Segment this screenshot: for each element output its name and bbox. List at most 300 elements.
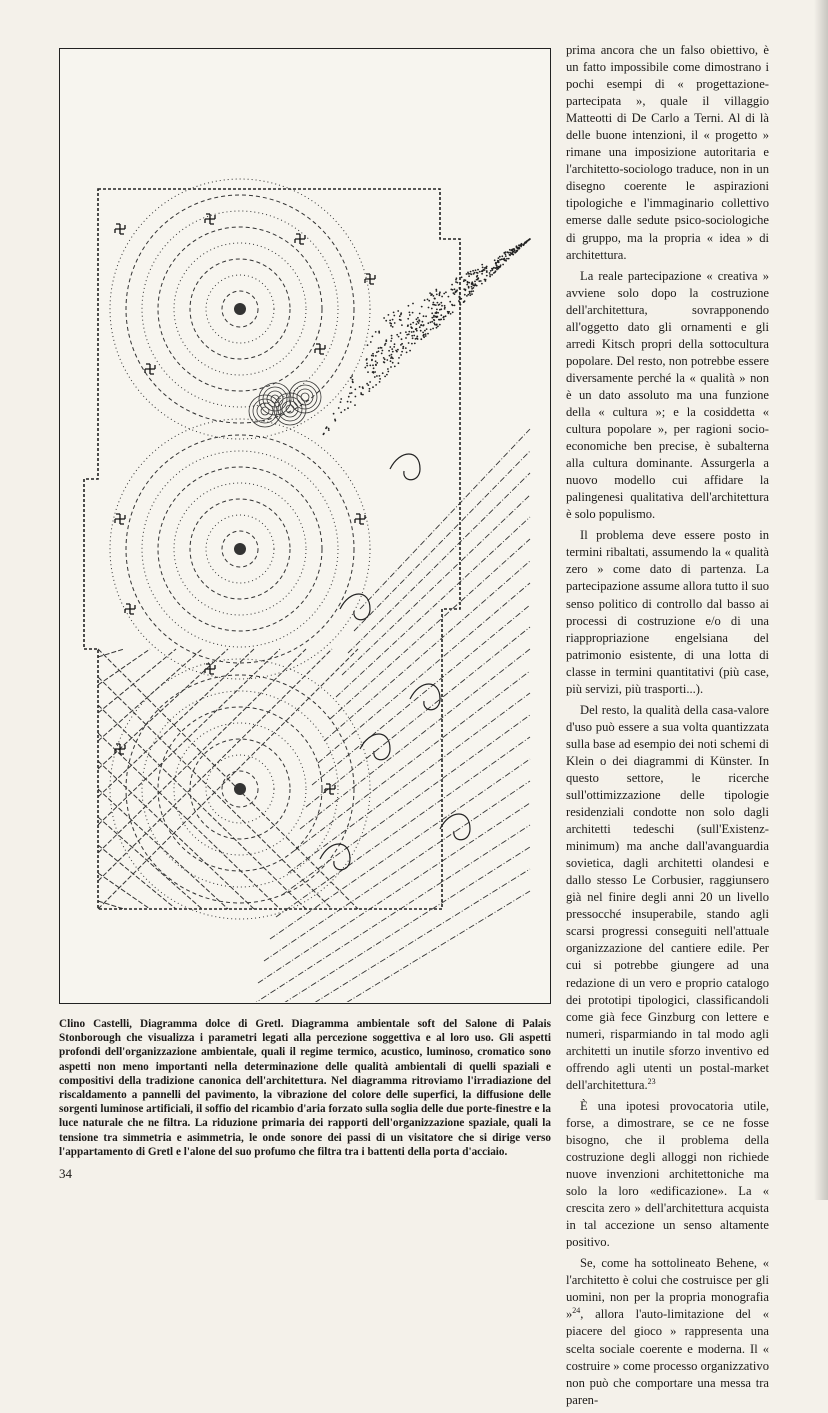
light-cone-dot	[375, 331, 377, 333]
light-cone-dot	[408, 342, 410, 344]
light-cone-dot	[371, 359, 373, 361]
light-cone-dot	[423, 334, 425, 336]
light-cone-dot	[444, 305, 446, 307]
light-cone-dot	[354, 389, 356, 391]
light-cone-dot	[393, 312, 395, 314]
light-cone-dot	[388, 350, 390, 352]
light-cone-dot	[402, 346, 404, 348]
light-cone-dot	[514, 252, 516, 254]
light-cone-dot	[474, 283, 476, 285]
light-cone-dot	[466, 295, 468, 297]
source-symbol	[115, 514, 125, 524]
light-cone-dot	[412, 337, 414, 339]
light-cone-dot	[376, 351, 378, 353]
light-cone-dot	[411, 335, 413, 337]
light-cone-dot	[362, 386, 364, 388]
light-cone-dot	[477, 278, 479, 280]
light-cone-dot	[368, 390, 370, 392]
airflow-streak	[282, 715, 530, 895]
light-cone-dot	[407, 318, 409, 320]
light-cone-dot	[351, 392, 353, 394]
light-cone-dot	[425, 315, 427, 317]
light-cone-dot	[372, 364, 374, 366]
light-cone-dot	[517, 248, 519, 250]
light-cone-dot	[423, 315, 425, 317]
light-cone-dot	[386, 359, 388, 361]
light-cone-dot	[349, 392, 351, 394]
radiation-center-0	[234, 303, 246, 315]
light-cone-dot	[428, 307, 430, 309]
light-cone-dot	[463, 280, 465, 282]
light-cone-dot	[472, 290, 474, 292]
light-cone-dot	[378, 332, 380, 334]
light-cone-dot	[375, 364, 377, 366]
lattice-line	[98, 649, 124, 657]
light-cone-dot	[406, 334, 408, 336]
light-cone-dot	[481, 283, 483, 285]
light-cone-dot	[401, 338, 403, 340]
airflow-streak	[264, 781, 530, 961]
light-cone-dot	[412, 312, 414, 314]
light-cone-dot	[410, 326, 412, 328]
light-cone-dot	[338, 407, 340, 409]
light-cone-dot	[477, 272, 479, 274]
paragraph-4	[566, 702, 769, 1094]
light-cone-dot	[350, 377, 352, 379]
light-cone-dot	[489, 274, 491, 276]
light-cone-dot	[400, 319, 402, 321]
light-cone-dot	[521, 243, 523, 245]
light-cone-dot	[394, 366, 396, 368]
light-cone-dot	[476, 276, 478, 278]
light-cone-dot	[431, 312, 433, 314]
light-cone-dot	[366, 365, 368, 367]
light-cone-dot	[391, 348, 393, 350]
airflow-streak	[276, 737, 530, 917]
light-cone-dot	[325, 427, 327, 429]
light-cone-dot	[351, 375, 353, 377]
light-cone-dot	[392, 319, 394, 321]
light-cone-dot	[445, 291, 447, 293]
light-cone-dot	[366, 383, 368, 385]
light-cone-dot	[516, 250, 518, 252]
light-cone-dot	[412, 322, 414, 324]
light-cone-dot	[439, 294, 441, 296]
light-cone-dot	[485, 280, 487, 282]
light-cone-dot	[491, 274, 493, 276]
light-cone-dot	[397, 310, 399, 312]
light-cone-dot	[433, 302, 435, 304]
light-cone-dot	[416, 318, 418, 320]
light-cone-dot	[383, 317, 385, 319]
paragraph-6-text-a: Se, come ha sottolineato Behene, « l'architetto è colui che costruisce per gli uomini, non per la propria monografia »	[566, 1256, 769, 1322]
flourish	[340, 594, 370, 620]
light-cone-dot	[422, 321, 424, 323]
light-cone-dot	[350, 386, 352, 388]
light-cone-dot	[439, 319, 441, 321]
light-cone-dot	[427, 333, 429, 335]
light-cone-dot	[451, 304, 453, 306]
light-cone-dot	[334, 420, 336, 422]
light-cone-dot	[413, 335, 415, 337]
light-cone-dot	[372, 355, 374, 357]
light-cone-dot	[449, 301, 451, 303]
light-cone-dot	[455, 281, 457, 283]
light-cone-dot	[425, 335, 427, 337]
light-cone-dot	[328, 428, 330, 430]
light-cone-dot	[375, 384, 377, 386]
lattice-line	[98, 901, 124, 909]
light-cone-dot	[350, 401, 352, 403]
light-cone-dot	[378, 351, 380, 353]
light-cone-dot	[398, 362, 400, 364]
light-cone-dot	[399, 315, 401, 317]
light-cone-dot	[454, 288, 456, 290]
light-cone-dot	[411, 343, 413, 345]
lattice-line	[98, 817, 202, 909]
light-cone-dot	[409, 350, 411, 352]
light-cone-dot	[410, 324, 412, 326]
light-cone-dot	[333, 413, 335, 415]
light-cone-dot	[390, 325, 392, 327]
paragraph-5: È una ipotesi provocatoria utile, forse, a dimostrare, se ce ne fosse bisogno, che il problema della costruzione degli alloggi non richiede nuove invenzioni architettoniche ma solo la loro «edificazione». La « crescita zero » dell'architettura acquista in tal accezione un senso altamente positivo.	[566, 1098, 769, 1250]
light-cone-dot	[372, 336, 374, 338]
light-cone-dot	[471, 288, 473, 290]
airflow-streak	[288, 693, 530, 873]
light-cone-dot	[390, 357, 392, 359]
light-cone-dot	[435, 312, 437, 314]
light-cone-dot	[452, 311, 454, 313]
light-cone-dot	[382, 372, 384, 374]
light-cone-dot	[390, 340, 392, 342]
light-cone-dot	[476, 285, 478, 287]
light-cone-dot	[366, 363, 368, 365]
light-cone-dot	[371, 355, 373, 357]
light-cone-dot	[469, 292, 471, 294]
airflow-streak	[300, 649, 530, 829]
light-cone-dot	[414, 343, 416, 345]
swirl-ring	[301, 393, 309, 401]
light-cone-dot	[454, 305, 456, 307]
light-cone-dot	[459, 287, 461, 289]
light-cone-dot	[505, 255, 507, 257]
light-cone-dot	[444, 308, 446, 310]
light-cone-dot	[425, 333, 427, 335]
light-cone-dot	[378, 347, 380, 349]
light-cone-dot	[505, 253, 507, 255]
light-cone-dot	[382, 350, 384, 352]
light-cone-dot	[430, 329, 432, 331]
light-cone-dot	[415, 328, 417, 330]
light-cone-dot	[380, 347, 382, 349]
light-cone-dot	[461, 276, 463, 278]
light-cone-dot	[347, 407, 349, 409]
light-cone-dot	[406, 352, 408, 354]
light-cone-dot	[394, 343, 396, 345]
light-cone-dot	[472, 270, 474, 272]
light-cone-dot	[468, 282, 470, 284]
light-cone-dot	[486, 271, 488, 273]
light-cone-dot	[419, 313, 421, 315]
light-cone-dot	[450, 313, 452, 315]
light-cone-dot	[455, 290, 457, 292]
light-cone-dot	[441, 305, 443, 307]
light-cone-dot	[390, 360, 392, 362]
source-symbol	[325, 784, 335, 794]
light-cone-dot	[379, 378, 381, 380]
light-cone-dot	[376, 362, 378, 364]
light-cone-dot	[463, 288, 465, 290]
light-cone-dot	[431, 321, 433, 323]
light-cone-dot	[420, 338, 422, 340]
airflow-streak	[312, 605, 530, 785]
light-cone-dot	[416, 337, 418, 339]
lattice-line	[98, 845, 176, 909]
light-cone-dot	[526, 241, 528, 243]
footnote-ref-23[interactable]: 23	[647, 1076, 656, 1086]
light-cone-dot	[471, 286, 473, 288]
light-cone-dot	[439, 291, 441, 293]
light-cone-dot	[514, 250, 516, 252]
light-cone-dot	[367, 371, 369, 373]
light-cone-dot	[489, 276, 491, 278]
light-cone-dot	[426, 328, 428, 330]
light-cone-dot	[498, 261, 500, 263]
light-cone-dot	[396, 334, 398, 336]
light-cone-dot	[468, 286, 470, 288]
paragraph-1: prima ancora che un falso obiettivo, è un fatto impossibile come dimostrano i pochi esempi di « progettazione-partecipata », quale il villaggio Matteotti di De Carlo a Terni. Al di là delle buone intenzioni, il « progetto » rimane una imposizione autoritaria e l'architetto-sociologo traduce, non in un disegno coerente le aspirazioni tipologiche e l'immaginario collettivo emerse dalle sedute psico-sociologiche di gruppo, ma la propria « idea » di architettura.	[566, 43, 769, 262]
light-cone-dot	[523, 243, 525, 245]
light-cone-dot	[437, 302, 439, 304]
light-cone-dot	[464, 294, 466, 296]
airflow-streak	[234, 891, 530, 1002]
light-cone-dot	[445, 315, 447, 317]
article-column	[566, 42, 769, 1413]
light-cone-dot	[465, 279, 467, 281]
light-cone-dot	[474, 281, 476, 283]
light-cone-dot	[447, 311, 449, 313]
light-cone-dot	[384, 358, 386, 360]
light-cone-dot	[400, 354, 402, 356]
light-cone-dot	[437, 325, 439, 327]
light-cone-dot	[385, 339, 387, 341]
light-cone-dot	[516, 246, 518, 248]
light-cone-dot	[495, 263, 497, 265]
light-cone-dot	[367, 384, 369, 386]
swirl-ring	[289, 381, 321, 413]
light-cone-dot	[323, 433, 325, 435]
light-cone-dot	[372, 386, 374, 388]
light-cone-dot	[394, 322, 396, 324]
light-cone-dot	[471, 281, 473, 283]
light-cone-dot	[416, 336, 418, 338]
light-cone-dot	[385, 343, 387, 345]
light-cone-dot	[478, 280, 480, 282]
flourish	[390, 454, 420, 480]
light-cone-dot	[440, 314, 442, 316]
light-cone-dot	[400, 344, 402, 346]
light-cone-dot	[391, 354, 393, 356]
light-cone-dot	[364, 367, 366, 369]
lattice-line	[98, 649, 176, 713]
light-cone-dot	[375, 355, 377, 357]
light-cone-dot	[427, 322, 429, 324]
light-cone-dot	[384, 376, 386, 378]
radiation-center-2	[234, 783, 246, 795]
airflow-streak	[294, 671, 530, 851]
light-cone-dot	[393, 346, 395, 348]
light-cone-dot	[504, 258, 506, 260]
light-cone-dot	[499, 259, 501, 261]
page-gutter-shadow	[814, 0, 828, 1200]
light-cone-dot	[355, 396, 357, 398]
light-cone-dot	[433, 319, 435, 321]
light-cone-dot	[384, 362, 386, 364]
airflow-streak	[342, 495, 530, 675]
lattice-line	[98, 649, 228, 769]
light-cone-dot	[367, 344, 369, 346]
light-cone-dot	[486, 275, 488, 277]
footnote-ref-24[interactable]: 24	[572, 1306, 581, 1316]
light-cone-dot	[438, 304, 440, 306]
light-cone-dot	[466, 273, 468, 275]
light-cone-dot	[443, 316, 445, 318]
airflow-streak	[258, 803, 530, 983]
light-cone-dot	[512, 254, 514, 256]
light-cone-dot	[502, 264, 504, 266]
light-cone-dot	[463, 301, 465, 303]
light-cone-dot	[387, 371, 389, 373]
light-cone-dot	[439, 324, 441, 326]
light-cone-dot	[385, 320, 387, 322]
light-cone-dot	[386, 374, 388, 376]
light-cone-dot	[484, 267, 486, 269]
lattice-line	[98, 649, 202, 741]
source-symbol	[205, 664, 215, 674]
light-cone-dot	[482, 267, 484, 269]
light-cone-dot	[381, 353, 383, 355]
light-cone-dot	[519, 245, 521, 247]
light-cone-dot	[391, 338, 393, 340]
light-cone-dot	[481, 264, 483, 266]
ambient-diagram-illustration	[60, 49, 549, 1002]
light-cone-dot	[496, 265, 498, 267]
light-cone-dot	[505, 251, 507, 253]
light-cone-dot	[422, 332, 424, 334]
light-cone-dot	[390, 366, 392, 368]
light-cone-dot	[474, 272, 476, 274]
light-cone-dot	[433, 304, 435, 306]
light-cone-dot	[372, 353, 374, 355]
light-cone-dot	[412, 303, 414, 305]
light-cone-dot	[379, 381, 381, 383]
light-cone-dot	[471, 291, 473, 293]
light-cone-dot	[398, 336, 400, 338]
light-cone-dot	[472, 284, 474, 286]
light-cone-dot	[370, 341, 372, 343]
airflow-streak	[240, 869, 530, 1002]
light-cone-dot	[435, 304, 437, 306]
light-cone-dot	[498, 257, 500, 259]
light-cone-dot	[366, 358, 368, 360]
light-cone-dot	[492, 268, 494, 270]
light-cone-dot	[388, 314, 390, 316]
light-cone-dot	[512, 250, 514, 252]
light-cone-dot	[420, 324, 422, 326]
light-cone-dot	[420, 330, 422, 332]
light-cone-dot	[470, 271, 472, 273]
light-cone-dot	[405, 347, 407, 349]
light-cone-dot	[484, 279, 486, 281]
light-cone-dot	[505, 260, 507, 262]
source-symbol	[205, 214, 215, 224]
page-number: 34	[59, 1166, 72, 1181]
source-symbol	[315, 344, 325, 354]
light-cone-dot	[437, 312, 439, 314]
light-cone-dot	[359, 386, 361, 388]
light-cone-dot	[435, 289, 437, 291]
light-cone-dot	[387, 368, 389, 370]
light-cone-dot	[402, 347, 404, 349]
light-cone-dot	[431, 317, 433, 319]
light-cone-dot	[405, 337, 407, 339]
light-cone-dot	[448, 296, 450, 298]
light-cone-dot	[424, 299, 426, 301]
light-cone-dot	[344, 409, 346, 411]
light-cone-dot	[467, 281, 469, 283]
light-cone-dot	[427, 299, 429, 301]
light-cone-dot	[409, 314, 411, 316]
light-cone-dot	[458, 300, 460, 302]
light-cone-dot	[455, 279, 457, 281]
light-cone-dot	[459, 292, 461, 294]
light-cone-dot	[475, 269, 477, 271]
flourish	[410, 684, 440, 710]
light-cone-dot	[483, 269, 485, 271]
light-cone-dot	[369, 388, 371, 390]
light-cone-dot	[435, 324, 437, 326]
light-cone-dot	[393, 315, 395, 317]
light-cone-dot	[401, 324, 403, 326]
light-cone-dot	[340, 401, 342, 403]
figure-caption: Clino Castelli, Diagramma dolce di Gretl. Diagramma ambientale soft del Salone di Palais Stonborough che visualizza i parametri legati alla percezione soggettiva e al loro uso. Gli aspetti profondi dell'organizzazione ambientale, quali il regime termico, acustico, luminoso, cromatico sono aspetti non meno importanti nella determinazione delle qualità ambientali di quelli spaziali e compositivi della tradizione canonica dell'architettura. Nel diagramma ritroviamo l'irradiazione del riscaldamento a pannelli del pavimento, la vibrazione del colore delle superfici, la diffusione delle sorgenti luminose artificiali, il soffio del ricambio d'aria forzato sulla soglia delle due porte-finestre e la luce naturale che ne filtra. La riduzione primaria dei rapporti dell'organizzazione spaziale, quali la tensione tra simmetria e asimmetria, le onde sonore dei passi di un visitatore che si dirige verso l'appartamento di Gretl e l'alone del suo profumo che filtra tra i battenti della porta d'acciaio.	[59, 1018, 551, 1158]
light-cone-dot	[439, 309, 441, 311]
light-cone-dot	[389, 322, 391, 324]
light-cone-dot	[418, 319, 420, 321]
paragraph-6-text-b: , allora l'auto-limitazione del « piacere del gioco » rappresenta una scelta sociale coerente e moderna. Il « costruire » come processo organizzativo non può che comportare una messa tra paren-	[566, 1307, 769, 1407]
light-cone-dot	[467, 273, 469, 275]
light-cone-dot	[467, 294, 469, 296]
light-cone-dot	[510, 253, 512, 255]
light-cone-dot	[376, 375, 378, 377]
light-cone-dot	[373, 367, 375, 369]
light-cone-dot	[389, 346, 391, 348]
light-cone-dot	[459, 298, 461, 300]
light-cone-dot	[417, 317, 419, 319]
light-cone-dot	[348, 396, 350, 398]
light-cone-dot	[479, 271, 481, 273]
light-cone-dot	[379, 375, 381, 377]
light-cone-dot	[424, 330, 426, 332]
light-cone-dot	[436, 294, 438, 296]
light-cone-dot	[431, 293, 433, 295]
light-cone-dot	[481, 273, 483, 275]
light-cone-dot	[432, 328, 434, 330]
light-cone-dot	[436, 327, 438, 329]
light-cone-dot	[400, 314, 402, 316]
airflow-streak	[246, 847, 530, 1002]
light-cone-dot	[409, 312, 411, 314]
